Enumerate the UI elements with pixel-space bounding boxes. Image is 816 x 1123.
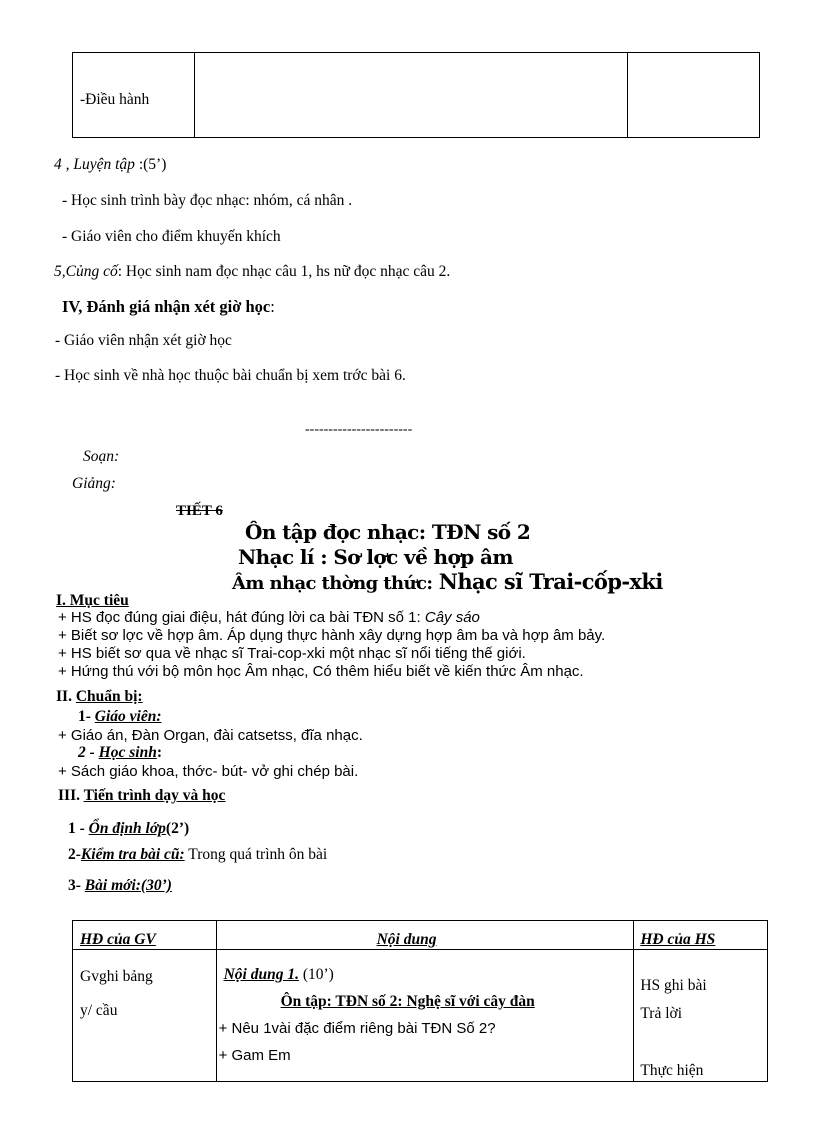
soan-label: Soạn:	[83, 448, 120, 465]
prep-heading-num: II.	[56, 688, 76, 705]
process-heading-num: III.	[58, 787, 84, 804]
activity-table-header-row	[73, 921, 768, 950]
header-hs: HĐ của HS	[640, 931, 716, 948]
objective-2: + Biết sơ lợc về hợp âm. Áp dụng thực hành xây dựng hợp âm ba và hợp âm bảy.	[58, 627, 606, 644]
activity-table-row	[73, 950, 768, 1082]
objective-song: Cây sáo	[424, 609, 480, 626]
objective-4: + Hứng thú với bộ môn học Âm nhạc, Có thêm hiểu biết về kiến thức Âm nhạc.	[58, 663, 584, 680]
evaluation-line-2: - Học sinh về nhà học thuộc bài chuẩn bị xem trớc bài 6.	[55, 367, 406, 384]
practice-heading-line	[54, 156, 166, 174]
prep-teacher-line	[78, 708, 162, 726]
evaluation-colon: :	[270, 297, 275, 316]
prep-student-num: 2 -	[78, 744, 99, 761]
content-item-1: + Nêu 1vài đặc điểm riêng bài TĐN Số 2?	[218, 1020, 496, 1037]
evaluation-heading: IV, Đánh giá nhận xét giờ học	[62, 297, 271, 316]
process-step-3-label: Bài mới:(30’)	[84, 877, 172, 894]
top-table-cell-content	[194, 53, 628, 138]
section-divider: -----------------------	[305, 422, 413, 437]
top-table-cell-hs	[628, 53, 760, 138]
evaluation-heading-line	[62, 297, 275, 317]
process-step-2	[68, 846, 327, 864]
header-content-cell	[216, 921, 634, 950]
lesson-title-2: Nhạc lí : Sơ lợc về hợp âm	[238, 545, 513, 569]
hs-line-3: Thực hiện	[640, 1062, 704, 1079]
lesson-title-1: Ôn tập đọc nhạc: TĐN số 2	[245, 520, 531, 544]
header-content: Nội dung	[376, 931, 437, 948]
lesson-title-3	[232, 569, 663, 594]
process-step-1	[68, 820, 189, 838]
lesson-title-3-a: Âm nhạc thờng thức:	[232, 573, 433, 594]
hs-cell	[634, 950, 768, 1082]
objective-3: + HS biết sơ qua về nhạc sĩ Trai-cop-xki một nhạc sĩ nổi tiếng thế giới.	[58, 645, 526, 662]
practice-line-2: - Giáo viên cho điểm khuyến khích	[62, 228, 281, 245]
evaluation-line-1: - Giáo viên nhận xét giờ học	[55, 332, 232, 349]
top-table-cell-label	[73, 53, 195, 138]
practice-time: :(5’)	[134, 156, 167, 173]
content-time: (10’)	[298, 966, 334, 983]
process-step-2-num: 2-	[68, 846, 81, 863]
prep-student-colon: :	[156, 744, 162, 761]
process-step-1-time: (2’)	[165, 820, 190, 837]
process-step-1-label: Ổn định lớp	[88, 820, 166, 837]
process-step-1-num: 1 -	[68, 820, 89, 837]
lesson-title-3-b: Nhạc sĩ Trai-cốp-xki	[438, 569, 663, 594]
consolidate-text: : Học sinh nam đọc nhạc câu 1, hs nữ đọc nhạc câu 2.	[117, 263, 451, 280]
giang-label: Giảng:	[72, 475, 116, 492]
header-hs-cell	[634, 921, 768, 950]
hs-line-1: HS ghi bài	[640, 977, 707, 994]
hs-line-2: Trả lời	[640, 1005, 683, 1022]
process-heading: Tiến trình dạy và học	[83, 787, 226, 804]
objectives-heading: I. Mục tiêu	[56, 592, 129, 609]
lesson-number: TIẾT 6	[176, 503, 223, 519]
gv-cell	[73, 950, 217, 1082]
gv-line-1: Gvghi bảng	[80, 968, 153, 985]
activity-table	[72, 920, 768, 1082]
consolidate-label: 5,Củng cố	[54, 263, 118, 280]
prep-heading-line	[56, 688, 143, 706]
content-title: Ôn tập: TĐN số 2: Nghệ sĩ với cây đàn	[280, 993, 535, 1010]
prep-student: Học sinh	[98, 744, 157, 761]
top-table	[72, 52, 760, 138]
prep-teacher-items: + Giáo án, Đàn Organ, đài catsetss, đĩa nhạc.	[58, 727, 363, 744]
header-gv-cell	[73, 921, 217, 950]
consolidate-line	[54, 263, 450, 281]
prep-student-line	[78, 744, 162, 762]
process-heading-line	[58, 787, 225, 805]
objective-1-text: + HS đọc đúng giai điệu, hát đúng lời ca bài TĐN số 1:	[58, 609, 425, 626]
content-label-line	[224, 966, 334, 984]
prep-student-items: + Sách giáo khoa, thớc- bút- vở ghi chép bài.	[58, 763, 359, 780]
content-label: Nội dung 1.	[223, 966, 299, 983]
content-item-2: + Gam Em	[218, 1047, 291, 1064]
prep-heading: Chuẩn bị:	[75, 688, 143, 705]
process-step-3	[68, 877, 172, 895]
practice-heading: 4 , Luyện tập	[54, 156, 135, 173]
process-step-2-label: Kiểm tra bài cũ:	[80, 846, 185, 863]
top-table-row-label: -Điều hành	[80, 91, 150, 108]
prep-teacher-num: 1-	[78, 708, 95, 725]
prep-teacher: Giáo viên:	[94, 708, 162, 725]
content-cell	[216, 950, 634, 1082]
process-step-2-text: Trong quá trình ôn bài	[184, 846, 328, 863]
gv-line-2: y/ cầu	[80, 1002, 118, 1019]
practice-line-1: - Học sinh trình bày đọc nhạc: nhóm, cá nhân .	[62, 192, 353, 209]
process-step-3-num: 3-	[68, 877, 85, 894]
objective-1	[58, 609, 480, 626]
header-gv: HĐ của GV	[80, 931, 156, 948]
